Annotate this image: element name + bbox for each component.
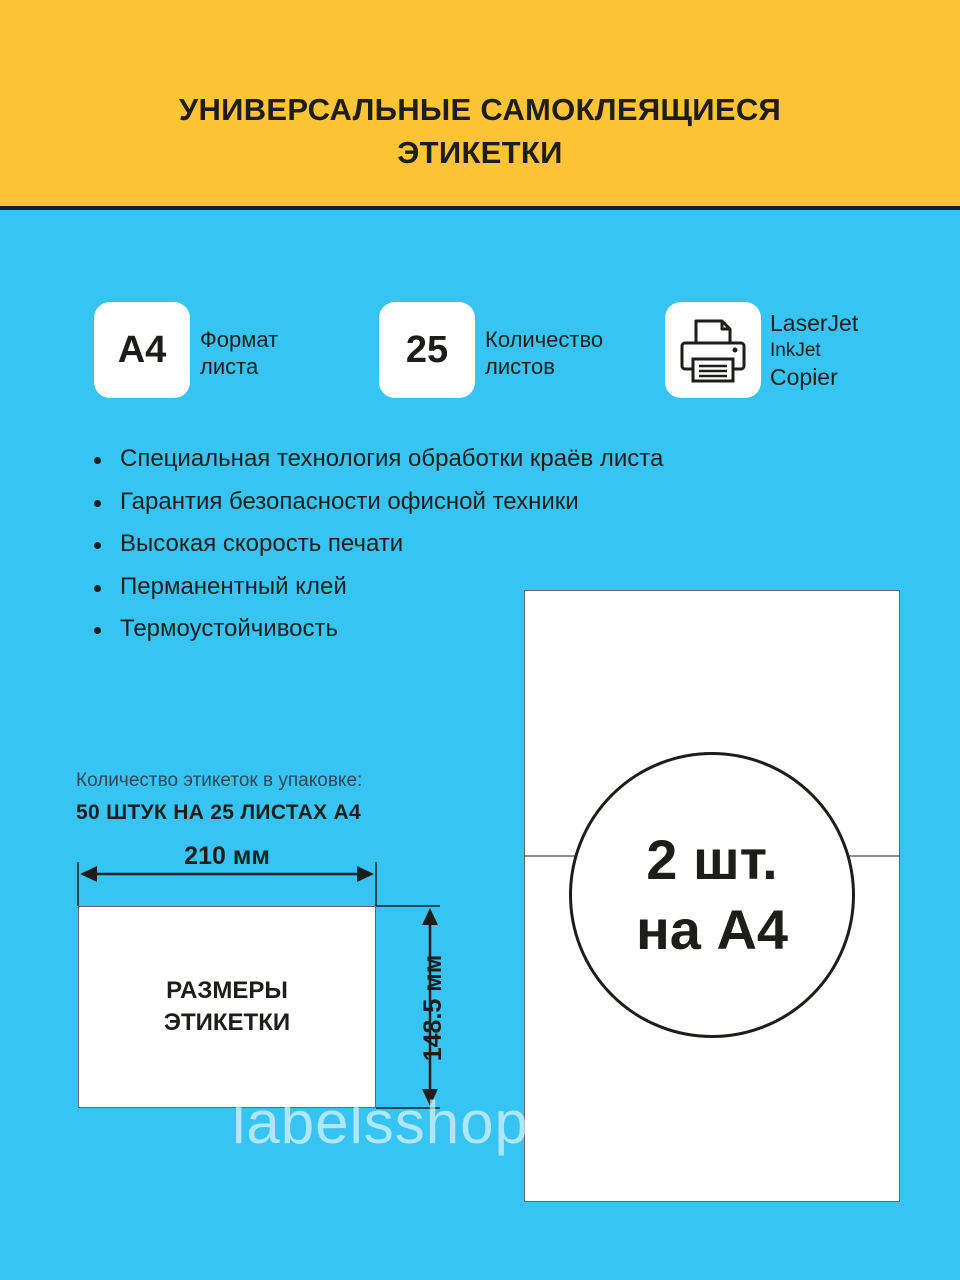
watermark: labelsshop.by — [232, 1089, 612, 1156]
page-title-line2: ЭТИКЕТКИ — [397, 135, 563, 170]
page-title-line1: УНИВЕРСАЛЬНЫЕ САМОКЛЕЯЩИЕСЯ — [178, 92, 782, 127]
label-height: 148.5 мм — [419, 954, 447, 1062]
labels-per-sheet-line1: 2 шт. — [646, 828, 778, 891]
label-size-title-line2: ЭТИКЕТКИ — [163, 1009, 291, 1036]
height-arrow-top — [422, 908, 438, 925]
label-size-title-line1: РАЗМЕРЫ — [166, 977, 288, 1004]
list-item: Перманентный клей — [92, 566, 663, 609]
format-label-line2: листа — [200, 354, 259, 379]
printer-type-laserjet: LaserJet — [770, 310, 859, 336]
printer-type-copier: Copier — [770, 364, 838, 390]
list-item: Термоустойчивость — [92, 608, 663, 651]
list-item: Специальная технология обработки краёв листа — [92, 438, 663, 481]
sheets-label-line2: листов — [485, 354, 555, 379]
width-arrow-right — [357, 866, 374, 882]
width-arrow-left — [80, 866, 97, 882]
labels-per-sheet-line2: на А4 — [635, 898, 789, 961]
sheets-label-line1: Количество — [485, 327, 604, 352]
package-caption: Количество этикеток в упаковке: — [76, 770, 363, 791]
list-item: Гарантия безопасности офисной техники — [92, 481, 663, 524]
format-value: A4 — [117, 328, 167, 371]
list-item: Высокая скорость печати — [92, 523, 663, 566]
labels-per-sheet-badge — [569, 752, 855, 1038]
package-quantity: 50 ШТУК НА 25 ЛИСТАХ А4 — [76, 801, 361, 824]
label-width: 210 мм — [184, 842, 270, 870]
sheets-value: 25 — [405, 328, 449, 371]
format-label-line1: Формат — [200, 327, 279, 352]
printer-type-inkjet: InkJet — [770, 340, 821, 361]
